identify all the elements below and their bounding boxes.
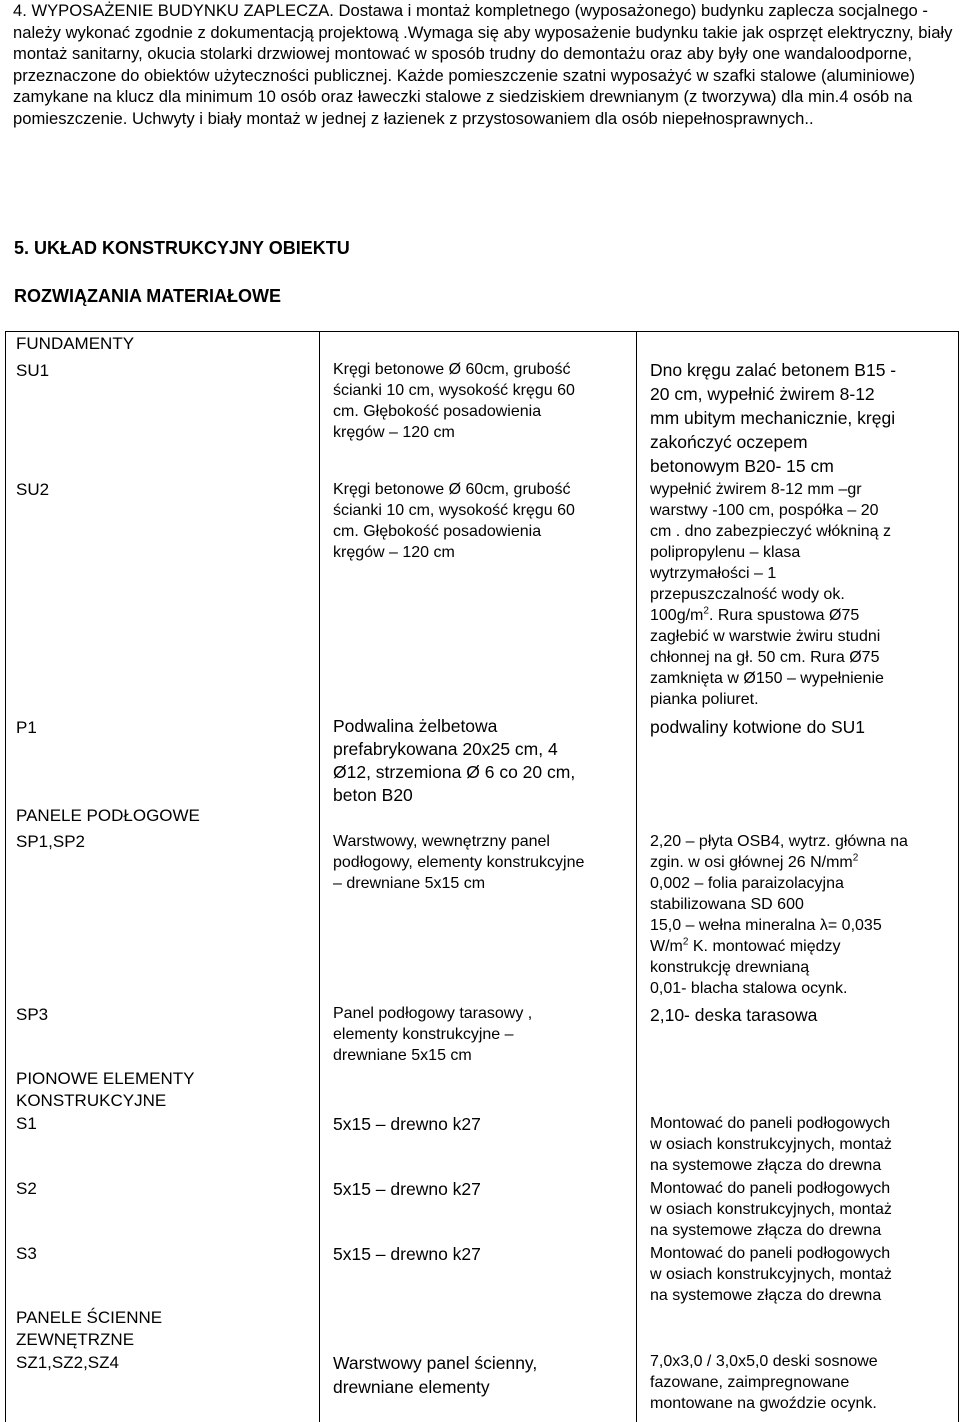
s2-material: 5x15 – drewno k27 xyxy=(333,1179,481,1199)
s2-notes: Montować do paneli podłogowych w osiach konstrukcyjnych, montaż na systemowe złącza do drewna xyxy=(650,1180,892,1239)
sz-notes: 7,0x3,0 / 3,0x5,0 deski sosnowe fazowane, zaimpregnowane montowane na gwoździe ocynk. xyxy=(650,1353,878,1412)
materials-subheading: ROZWIĄZANIA MATERIAŁOWE xyxy=(14,286,281,306)
su2-notes xyxy=(650,479,891,710)
su2-material: Kręgi betonowe Ø 60cm, grubość ścianki 10 cm, wysokość kręgu 60 cm. Głębokość posadowienia kręgów – 120 cm xyxy=(333,481,575,561)
sp-notes-superscript-d: 2 xyxy=(682,936,689,948)
row-label-s3: S3 xyxy=(16,1244,37,1263)
row-label-p1: P1 xyxy=(16,718,37,737)
sp1-sp2-material: Warstwowy, wewnętrzny panel podłogowy, elementy konstrukcyjne – drewniane 5x15 cm xyxy=(333,833,585,892)
p1-material: Podwalina żelbetowa prefabrykowana 20x25 cm, 4 Ø12, strzemiona Ø 6 co 20 cm, beton B20 xyxy=(333,716,576,805)
materials-table xyxy=(5,331,959,1422)
sp-notes-superscript-b: 2 xyxy=(852,852,859,864)
row-label-sp3: SP3 xyxy=(16,1005,49,1024)
row-label-su1: SU1 xyxy=(16,361,50,380)
row-label-sp1-sp2: SP1,SP2 xyxy=(16,832,85,851)
s1-material: 5x15 – drewno k27 xyxy=(333,1114,481,1134)
section-5-heading: 5. UKŁAD KONSTRUKCYJNY OBIEKTU xyxy=(14,238,350,258)
sp-notes-part-a: 2,20 – płyta OSB4, wytrz. główna na xyxy=(650,833,908,850)
s1-notes: Montować do paneli podłogowych w osiach konstrukcyjnych, montaż na systemowe złącza do drewna xyxy=(650,1115,892,1174)
su2-notes-part-a: wypełnić żwirem 8-12 mm –gr warstwy -100 cm, pospółka – 20 cm . dno zabezpieczyć włókniną z polipropylenu – klasa wytrzymałości – 1 przepuszczalność wody ok. 100g/m xyxy=(650,481,891,624)
table-column-divider-1 xyxy=(319,332,320,1422)
p1-notes: podwaliny kotwione do SU1 xyxy=(650,717,865,737)
su2-notes-part-c: zagłebić w warstwie żwiru studni chłonnej na gł. 50 cm. Rura Ø75 zamknięta w Ø150 – wypełnienie pianka poliuret. xyxy=(650,628,884,708)
group-label-pionowe: PIONOWE ELEMENTY KONSTRUKCYJNE xyxy=(16,1069,195,1110)
s3-material: 5x15 – drewno k27 xyxy=(333,1244,481,1264)
sp-notes-part-e: K. montować między xyxy=(688,938,841,955)
sp1-sp2-notes xyxy=(650,831,908,999)
su2-notes-part-b: . Rura spustowa Ø75 xyxy=(708,607,860,624)
sp-notes-part-d: W/m xyxy=(650,938,683,955)
sp3-notes: 2,10- deska tarasowa xyxy=(650,1005,818,1025)
sz-material: Warstwowy panel ścienny, drewniane elementy xyxy=(333,1353,538,1397)
su2-notes-superscript: 2 xyxy=(703,605,709,617)
row-label-s2: S2 xyxy=(16,1179,37,1198)
group-label-fundamenty: FUNDAMENTY xyxy=(16,334,135,353)
sp-notes-part-c: 0,002 – folia paraizolacyjna stabilizowana SD 600 15,0 – wełna mineralna λ= 0,035 xyxy=(650,875,882,934)
row-label-s1: S1 xyxy=(16,1114,37,1133)
sp3-material: Panel podłogowy tarasowy , elementy konstrukcyjne – drewniane 5x15 cm xyxy=(333,1005,533,1064)
row-label-su2: SU2 xyxy=(16,480,50,499)
section-4-paragraph: 4. WYPOSAŻENIE BUDYNKU ZAPLECZA. Dostawa i montaż kompletnego (wyposażonego) budynku zaplecza socjalnego - należy wykonać zgodnie z dokumentacją projektową .Wymaga się aby wyposażenie budynku takie jak osprzęt elektryczny, biały montaż sanitarny, okucia stolarki drzwiowej montować w sposób trudny do demontażu oraz aby były one wandaloodporne, przeznaczone do obiektów użyteczności publicznej. Każde pomieszczenie szatni wyposażyć w szafki stalowe (aluminiowe) zamykane na klucz dla minimum 10 osób oraz ławeczki stalowe z siedziskiem drewnianym (z tworzywa) dla min.4 osób na pomieszczenie. Uchwyty i biały montaż w jednej z łazienek z przystosowaniem dla osób niepełnosprawnych.. xyxy=(13,1,953,128)
table-column-divider-2 xyxy=(636,332,637,1422)
sp-notes-part-f: konstrukcję drewnianą 0,01- blacha stalowa ocynk. xyxy=(650,959,848,997)
su1-material: Kręgi betonowe Ø 60cm, grubość ścianki 10 cm, wysokość kręgu 60 cm. Głębokość posadowienia kręgów – 120 cm xyxy=(333,361,575,441)
row-label-sz: SZ1,SZ2,SZ4 xyxy=(16,1353,119,1372)
s3-notes: Montować do paneli podłogowych w osiach konstrukcyjnych, montaż na systemowe złącza do drewna xyxy=(650,1245,892,1304)
group-label-panele-scienne: PANELE ŚCIENNE ZEWNĘTRZNE xyxy=(16,1308,163,1349)
su1-notes: Dno kręgu zalać betonem B15 - 20 cm, wypełnić żwirem 8-12 mm ubitym mechanicznie, kręgi zakończyć oczepem betonowym B20- 15 cm xyxy=(650,360,897,476)
group-label-panele-podlogowe: PANELE PODŁOGOWE xyxy=(16,806,200,825)
sp-notes-part-b: zgin. w osi głównej 26 N/mm xyxy=(650,854,853,871)
